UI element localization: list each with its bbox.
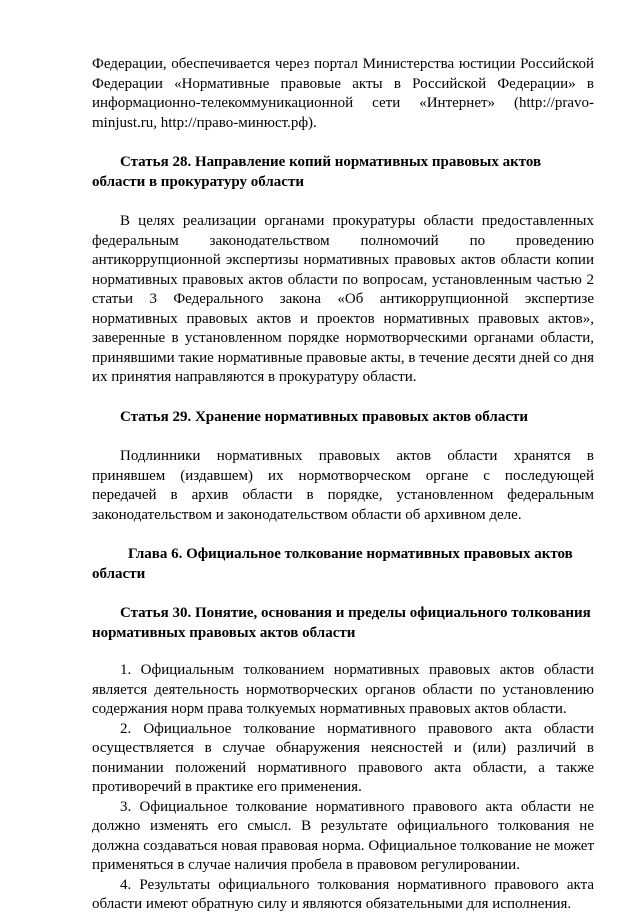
article-30-item: 3. Официальное толкование нормативного правового акта области не должно изменять его смысл. В результате официального толкования не должна создаваться новая правовая норма. Официальное толкование не может применяться в случае наличия пробела в правовом регулировании. [92, 798, 594, 873]
article-28-title: Статья 28. Направление копий нормативных правовых актов области в прокуратуру области [92, 154, 542, 190]
article-28-body: В целях реализации органами прокуратуры области предоставленных федеральным законодательством полномочий по проведению антикоррупционной экспертизы нормативных правовых актов области копии нормативных правовых актов области по вопросам, установленным частью 2 статьи 3 Федерального закона «Об антикоррупционной экспертизе нормативных правовых актов и проектов нормативных правовых актов», заверенные в установленном порядке нормотворческими органами области, принявшими такие нормативные правовые акты, в течение десяти дней со дня их принятия направляются в прокуратуру области. [92, 213, 594, 385]
article-30-title: Статья 30. Понятие, основания и пределы официального толкования нормативных правовых актов области [92, 605, 591, 641]
document-page [92, 55, 594, 915]
article-30-item: 1. Официальным толкованием нормативных правовых актов области является деятельность нормотворческих органов области по установлению содержания норм права толкуемых нормативных правовых актов области. [92, 662, 594, 717]
chapter-6-title: Глава 6. Официальное толкование нормативных правовых актов области [92, 546, 573, 582]
article-29-body: Подлинники нормативных правовых актов области хранятся в принявшем (издавшем) их нормотворческом органе с последующей передачей в архив области в порядке, установленном федеральным законодательством и законодательством области об архивном деле. [92, 448, 594, 523]
intro-paragraph: Федерации, обеспечивается через портал Министерства юстиции Российской Федерации «Нормативные правовые акты в Российской Федерации» в информационно-телекоммуникационной сети «Интернет» (http://pravo-minjust.ru, http://право-минюст.рф). [92, 56, 594, 131]
article-29-title: Статья 29. Хранение нормативных правовых актов области [120, 408, 529, 425]
article-30-item: 4. Результаты официального толкования нормативного правового акта области имеют обратную силу и являются обязательными для исполнения. [92, 876, 594, 912]
article-30-item: 2. Официальное толкование нормативного правового акта области осуществляется в случае обнаружения неясностей и (или) различий в понимании положений нормативного правового акта области, а также противоречий в практике его применения. [92, 720, 594, 795]
